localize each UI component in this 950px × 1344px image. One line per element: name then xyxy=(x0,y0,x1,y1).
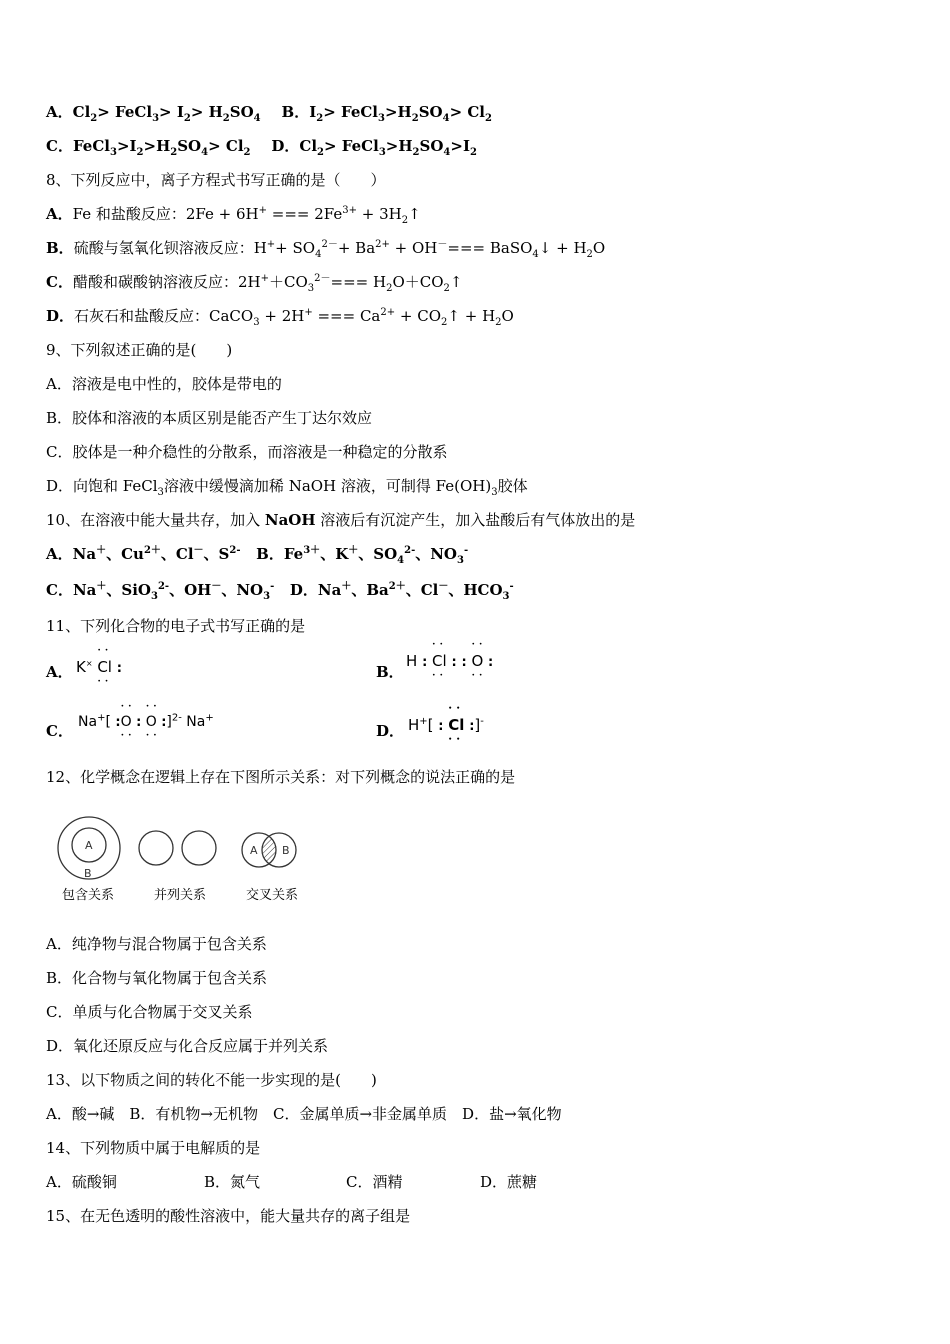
q11-option-a-label: A． xyxy=(46,663,73,681)
q9-stem: 9、下列叙述正确的是( ) xyxy=(46,341,233,359)
diagram-label-inclusion: 包含关系 xyxy=(62,888,115,903)
q9-option-b: B．胶体和溶液的本质区别是能否产生丁达尔效应 xyxy=(46,409,373,427)
intersection-diagram xyxy=(242,833,296,867)
diagram-label-parallel: 并列关系 xyxy=(154,888,207,903)
q9-option-d: D．向饱和 FeCl$_3$溶液中缓慢滴加稀 NaOH 溶液，可制得 $Fe(OH)_3$胶体 xyxy=(46,477,528,498)
q12-option-c: C．单质与化合物属于交叉关系 xyxy=(46,1003,253,1021)
q11-option-b-label: B． xyxy=(376,663,404,681)
q12-option-d: D．氧化还原反应与化合反应属于并列关系 xyxy=(46,1037,329,1055)
parallel-diagram xyxy=(139,831,216,865)
q14-stem: 14、下列物质中属于电解质的是 xyxy=(46,1139,261,1157)
svg-text:B: B xyxy=(84,867,92,880)
q12-option-a: A．纯净物与混合物属于包含关系 xyxy=(46,935,267,953)
q8-option-c: C．醋酸和碳酸钠溶液反应：$2H^++CO_3^{2-}===$ $H_2O+CO_2↑$ xyxy=(46,273,463,294)
q11-stem: 11、下列化合物的电子式书写正确的是 xyxy=(46,617,306,635)
q11-option-d-label: D． xyxy=(376,722,405,740)
diagram-label-intersection: 交叉关系 xyxy=(246,888,299,903)
q13-stem: 13、以下物质之间的转化不能一步实现的是( ) xyxy=(46,1071,377,1089)
q7-options-ab: A．$Cl_2>$ FeCl$_3$> $I_2> H_2SO_4$ B．$I_2>$ $FeCl_3>H_2SO_4> Cl_2$ xyxy=(46,103,492,124)
q12-stem: 12、化学概念在逻辑上存在下图所示关系：对下列概念的说法正确的是 xyxy=(46,768,516,786)
q14-option-c: C．酒精 xyxy=(346,1173,403,1191)
q8-option-d: D．石灰石和盐酸反应：CaCO$_3$ + 2H+ === $Ca^{2+}$ + $CO_2↑ + H_2O$ xyxy=(46,307,514,328)
q7-option-d-label: D． xyxy=(271,137,300,155)
q14-option-d: D．蔗糖 xyxy=(480,1173,538,1191)
q11-option-b-formula: H : • • Cl • • : : • • O • • : xyxy=(406,652,493,670)
svg-text:A: A xyxy=(250,844,258,857)
q7-option-a-label: A． xyxy=(46,103,73,121)
relationship-diagram xyxy=(52,815,312,880)
svg-text:B: B xyxy=(282,844,290,857)
q11-option-a-formula: K× • • Cl • • : xyxy=(76,658,122,676)
q8-option-b: B．硫酸与氢氧化钡溶液反应：$H^++ SO_4^{2-}+ Ba^{2+} + OH^-===$ BaSO$_4$↓ + $H_2O$ xyxy=(46,239,606,260)
q10-options-ab: A．Na＋、$Cu^{2+}$、Cl－、$S^{2-}$ B．$Fe^{3+}$、K＋、$SO_4^{2-}$、$NO_3^-$ xyxy=(46,545,469,566)
q11-option-d-formula: H+[ : • • Cl • • :]- xyxy=(408,716,484,734)
q9-option-a: A．溶液是电中性的，胶体是带电的 xyxy=(46,375,282,393)
q11-option-c-label: C． xyxy=(46,722,73,740)
q13-options: A．酸→碱 B．有机物→无机物 C．金属单质→非金属单质 D．盐→氧化物 xyxy=(46,1105,562,1123)
q7-options-cd: C．$FeCl_3>I_2>H_2SO_4> Cl_2$ D．$Cl_2>$ $FeCl_3>H_2SO_4>I_2$ xyxy=(46,137,477,158)
q7-option-c-label: C． xyxy=(46,137,73,155)
inclusion-diagram xyxy=(58,817,120,880)
q12-option-b: B．化合物与氧化物属于包含关系 xyxy=(46,969,268,987)
q15-stem: 15、在无色透明的酸性溶液中，能大量共存的离子组是 xyxy=(46,1207,411,1225)
q8-stem: 8、下列反应中，离子方程式书写正确的是（ ） xyxy=(46,171,386,189)
q9-option-c: C．胶体是一种介稳性的分散系，而溶液是一种稳定的分散系 xyxy=(46,443,448,461)
q7-option-b-label: B． xyxy=(281,103,310,121)
q10-options-cd: C．Na＋、SiO$_3^{2-}$、OH－、$NO_3^-$ D．Na＋、$Ba^{2+}$、Cl－、$HCO_3^-$ xyxy=(46,581,514,602)
q14-option-b: B．氮气 xyxy=(204,1173,261,1191)
q11-option-c-formula: Na+[ :• • O • • : • • O • • :]$^{2-}$ Na+ xyxy=(78,714,214,730)
q14-option-a: A．硫酸铜 xyxy=(46,1173,117,1191)
svg-text:A: A xyxy=(85,839,93,852)
q8-option-a: A．Fe 和盐酸反应：2Fe + 6H+ === $2Fe^{3+}$ + $3H_2↑$ xyxy=(46,205,421,226)
q10-stem: 10、在溶液中能大量共存，加入 NaOH 溶液后有沉淀产生，加入盐酸后有气体放出的是 xyxy=(46,511,636,529)
